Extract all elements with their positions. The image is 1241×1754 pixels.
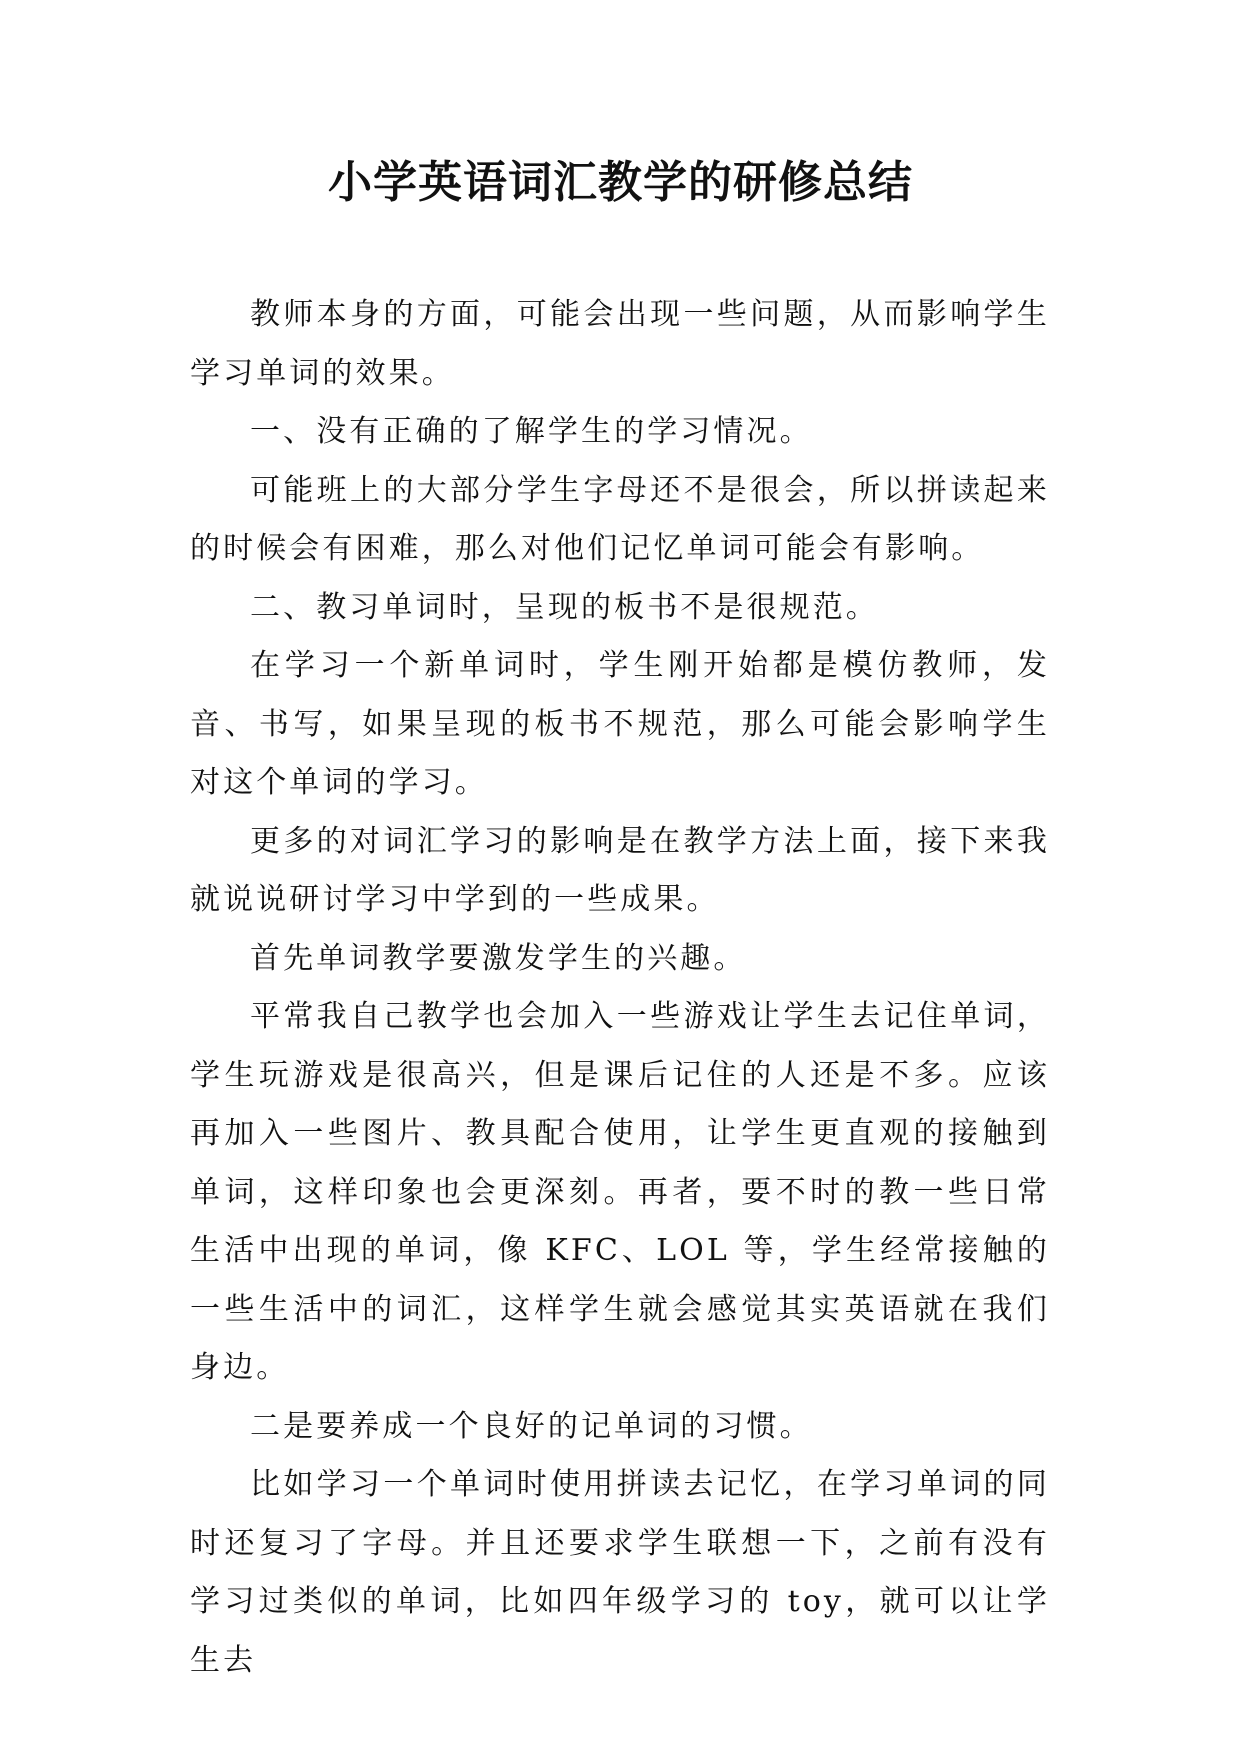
paragraph: 可能班上的大部分学生字母还不是很会，所以拼读起来的时候会有困难，那么对他们记忆单词可能会有影响。 bbox=[190, 472, 1050, 566]
section-heading: 二、教习单词时，呈现的板书不是很规范。 bbox=[250, 589, 879, 625]
paragraph: 教师本身的方面，可能会出现一些问题，从而影响学生学习单词的效果。 bbox=[190, 297, 1050, 391]
document-title: 小学英语词汇教学的研修总结 bbox=[328, 157, 913, 208]
paragraph: 更多的对词汇学习的影响是在教学方法上面，接下来我就说说研讨学习中学到的一些成果。 bbox=[190, 823, 1050, 917]
document-body bbox=[190, 286, 1050, 1690]
section-heading: 一、没有正确的了解学生的学习情况。 bbox=[250, 414, 813, 449]
paragraph: 在学习一个新单词时，学生刚开始都是模仿教师，发音、书写，如果呈现的板书不规范，那么可能会影响学生对这个单词的学习。 bbox=[190, 648, 1050, 800]
section-heading: 二是要养成一个良好的记单词的习惯。 bbox=[250, 1408, 813, 1444]
section-heading: 首先单词教学要激发学生的兴趣。 bbox=[250, 940, 747, 976]
paragraph: 平常我自己教学也会加入一些游戏让学生去记住单词，学生玩游戏是很高兴，但是课后记住的人还是不多。应该再加入一些图片、教具配合使用，让学生更直观的接触到单词，这样印象也会更深刻。再者，要不时的教一些日常生活中出现的单词，像 KFC、LOL 等，学生经常接触的一些生活中的词汇，这样学生就会感觉其实英语就在我们身边。 bbox=[190, 999, 1050, 1385]
paragraph: 比如学习一个单词时使用拼读去记忆，在学习单词的同时还复习了字母。并且还要求学生联想一下，之前有没有学习过类似的单词，比如四年级学习的 toy，就可以让学生去 bbox=[190, 1467, 1050, 1678]
